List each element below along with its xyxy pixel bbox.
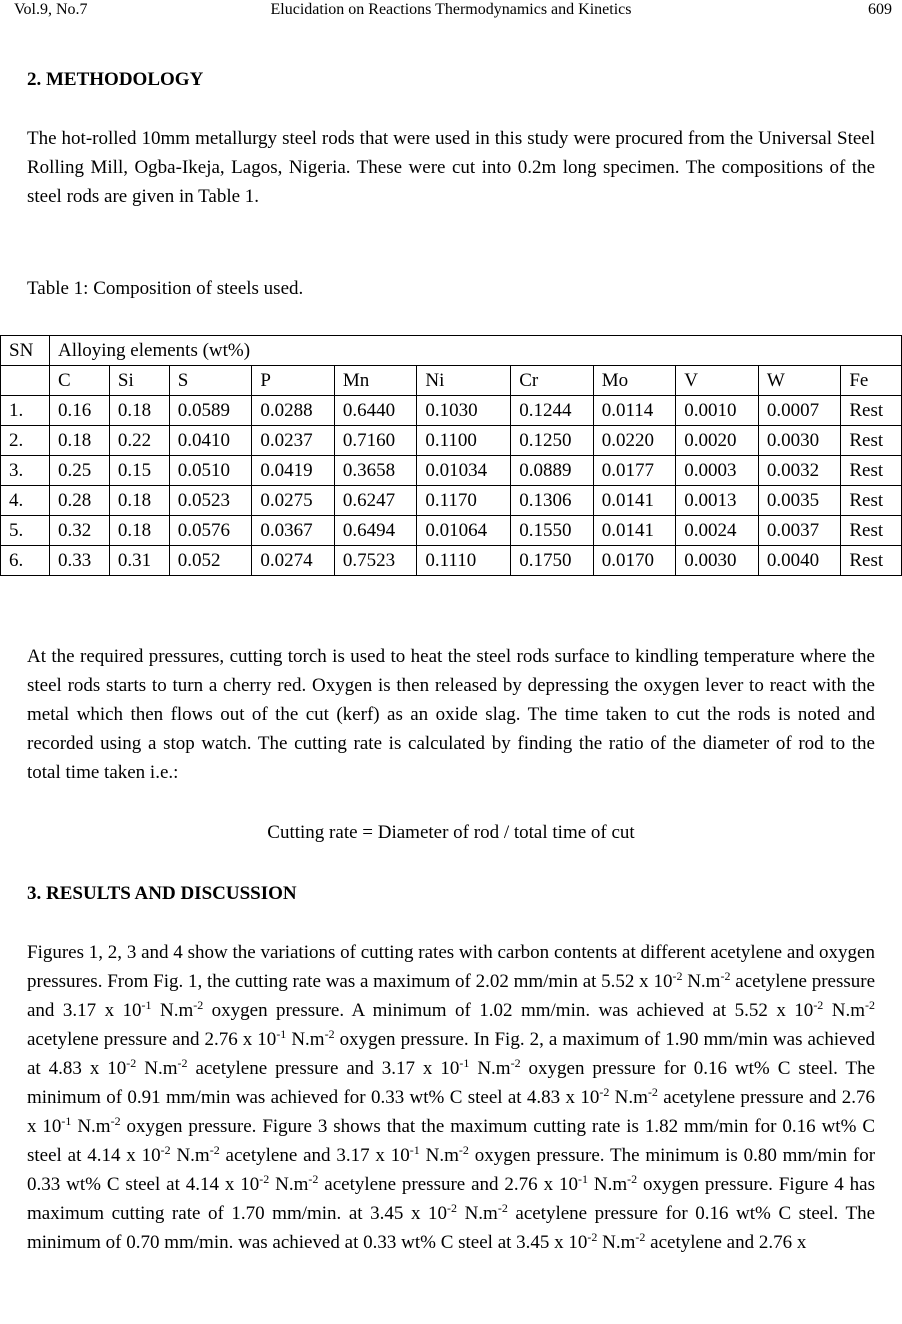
column-header: Mo — [593, 366, 676, 396]
methodology-paragraph: The hot-rolled 10mm metallurgy steel rods that were used in this study were procured from the Universal Steel Rolling Mill, Ogba-Ikeja, Lagos, Nigeria. These were cut into 0.2m long specimen. The compositions of the steel rods are given in Table 1. — [27, 128, 875, 207]
methodology-heading: 2. METHODOLOGY — [27, 69, 204, 90]
text-run: acetylene pressure and 3.17 x 10 — [27, 971, 876, 1021]
text-run: N.m — [469, 1058, 511, 1079]
text-run: oxygen pressure. A minimum of 1.02 mm/min. was achieved at 5.52 x 10 — [203, 1000, 814, 1021]
table-cell: 0.15 — [109, 456, 169, 486]
volume-label: Vol.9, No.7 — [14, 1, 88, 18]
table-cell: 0.0030 — [676, 546, 759, 576]
superscript-exponent: -2 — [599, 1085, 610, 1099]
superscript-exponent: -2 — [110, 1114, 121, 1128]
page-number: 609 — [868, 1, 892, 18]
table-cell: 0.0288 — [252, 396, 335, 426]
table-cell: 0.1110 — [417, 546, 511, 576]
table-cell: 0.22 — [109, 426, 169, 456]
text-run: acetylene pressure for 0.16 wt% C steel. The minimum of 0.70 mm/min. was achieved at 0.33 wt% C steel at 3.45 x 10 — [27, 1203, 876, 1253]
table-cell: 0.18 — [50, 426, 110, 456]
table-cell: 0.32 — [50, 516, 110, 546]
superscript-exponent: -2 — [458, 1143, 469, 1157]
table-cell: 0.0410 — [169, 426, 252, 456]
table-cell: 0.31 — [109, 546, 169, 576]
column-header: P — [252, 366, 335, 396]
column-header: V — [676, 366, 759, 396]
superscript-exponent: -2 — [587, 1230, 598, 1244]
table-cell: 0.0010 — [676, 396, 759, 426]
table-row — [1, 426, 902, 456]
text-run: acetylene pressure and 3.17 x 10 — [187, 1058, 460, 1079]
table-cell: 0.0030 — [758, 426, 841, 456]
table-cell: 0.7523 — [334, 546, 417, 576]
table-cell: 0.0024 — [676, 516, 759, 546]
text-run: N.m — [587, 1174, 628, 1195]
superscript-exponent: -1 — [409, 1143, 420, 1157]
table-cell: 0.3658 — [334, 456, 417, 486]
header-sn: SN — [1, 336, 50, 366]
table-cell: 0.1170 — [417, 486, 511, 516]
table-cell: 0.0510 — [169, 456, 252, 486]
superscript-exponent: -2 — [259, 1172, 270, 1186]
row-sn: 1. — [1, 396, 50, 426]
table-row — [1, 486, 902, 516]
table-cell: 0.0275 — [252, 486, 335, 516]
table-cell: 0.28 — [50, 486, 110, 516]
superscript-exponent: -1 — [61, 1114, 72, 1128]
row-sn: 6. — [1, 546, 50, 576]
text-run: N.m — [682, 971, 721, 992]
table-cell: 0.1100 — [417, 426, 511, 456]
superscript-exponent: -2 — [324, 1027, 335, 1041]
text-run: N.m — [71, 1116, 111, 1137]
table-cell: 0.33 — [50, 546, 110, 576]
results-paragraph — [27, 938, 875, 1257]
table-cell: 0.0170 — [593, 546, 676, 576]
superscript-exponent: -2 — [126, 1056, 137, 1070]
running-head — [0, 0, 902, 24]
table-cell: 0.0035 — [758, 486, 841, 516]
table-cell: 0.0589 — [169, 396, 252, 426]
table-row — [1, 546, 902, 576]
superscript-exponent: -2 — [160, 1143, 171, 1157]
table-cell: 0.0889 — [511, 456, 594, 486]
table-column-row — [1, 366, 902, 396]
table-cell: 0.6247 — [334, 486, 417, 516]
table-cell: 0.0003 — [676, 456, 759, 486]
table-cell: Rest — [841, 426, 902, 456]
table-cell: 0.052 — [169, 546, 252, 576]
superscript-exponent: -2 — [447, 1201, 458, 1215]
text-run: acetylene pressure and 2.76 x 10 — [318, 1174, 578, 1195]
superscript-exponent: -2 — [510, 1056, 521, 1070]
column-header: Cr — [511, 366, 594, 396]
table-cell: 0.25 — [50, 456, 110, 486]
table-header-row — [1, 336, 902, 366]
table-cell: 0.0177 — [593, 456, 676, 486]
table-cell: 0.1306 — [511, 486, 594, 516]
table-row — [1, 516, 902, 546]
text-run: acetylene pressure and 2.76 x 10 — [27, 1087, 876, 1137]
table-caption: Table 1: Composition of steels used. — [27, 278, 304, 299]
procedure-paragraph: At the required pressures, cutting torch is used to heat the steel rods surface to kindling temperature where the steel rods starts to turn a cherry red. Oxygen is then released by depressing the oxygen lever to react with the metal which then flows out of the cut (kerf) as an oxide slag. The time taken to cut the rods is noted and recorded using a stop watch. The cutting rate is calculated by finding the ratio of the diameter of rod to the total time taken i.e.: — [27, 646, 875, 783]
table-cell: 0.0523 — [169, 486, 252, 516]
table-cell: 0.0020 — [676, 426, 759, 456]
row-sn: 5. — [1, 516, 50, 546]
header-alloying-elements: Alloying elements (wt%) — [50, 336, 902, 366]
table-cell: 0.01064 — [417, 516, 511, 546]
table-cell: 0.0220 — [593, 426, 676, 456]
table-cell: 0.7160 — [334, 426, 417, 456]
text-run: oxygen pressure. Figure 3 shows that the maximum cutting rate is 1.82 mm/min for 0.16 wt% C steel at 4.14 x 10 — [27, 1116, 876, 1166]
text-run: acetylene and 3.17 x 10 — [219, 1145, 410, 1166]
text-run: acetylene and 2.76 x — [645, 1232, 807, 1253]
table-cell: 0.0367 — [252, 516, 335, 546]
text-run: acetylene pressure and 2.76 x 10 — [27, 1029, 277, 1050]
superscript-exponent: -2 — [635, 1230, 646, 1244]
composition-table — [0, 335, 902, 576]
superscript-exponent: -1 — [276, 1027, 287, 1041]
table-cell: Rest — [841, 546, 902, 576]
text-run: N.m — [419, 1145, 459, 1166]
table-cell: 0.0141 — [593, 516, 676, 546]
table-row — [1, 456, 902, 486]
table-cell: 0.01034 — [417, 456, 511, 486]
text-run: Figures 1, 2, 3 and 4 show the variations of cutting rates with carbon contents at different acetylene and oxygen pressures. From Fig. 1, the cutting rate was a maximum of 2.02 mm/min at 5.52 x 10 — [27, 942, 875, 992]
text-run: N.m — [597, 1232, 636, 1253]
superscript-exponent: -2 — [177, 1056, 188, 1070]
row-sn: 4. — [1, 486, 50, 516]
table-cell: Rest — [841, 396, 902, 426]
superscript-exponent: -2 — [672, 969, 683, 983]
text-run: N.m — [170, 1145, 210, 1166]
text-run: N.m — [457, 1203, 498, 1224]
superscript-exponent: -2 — [497, 1201, 508, 1215]
column-header: S — [169, 366, 252, 396]
results-heading: 3. RESULTS AND DISCUSSION — [27, 883, 297, 904]
text-run: oxygen pressure for 0.16 wt% C steel. The minimum of 0.91 mm/min was achieved for 0.33 wt% C steel at 4.83 x 10 — [27, 1058, 876, 1108]
table-cell: 0.0032 — [758, 456, 841, 486]
text-run: N.m — [269, 1174, 309, 1195]
table-cell: 0.6494 — [334, 516, 417, 546]
table-cell: 0.0040 — [758, 546, 841, 576]
superscript-exponent: -2 — [813, 998, 824, 1012]
table-cell: 0.18 — [109, 486, 169, 516]
row-sn: 2. — [1, 426, 50, 456]
column-header: Fe — [841, 366, 902, 396]
superscript-exponent: -2 — [308, 1172, 319, 1186]
table-cell: 0.0037 — [758, 516, 841, 546]
superscript-exponent: -2 — [193, 998, 204, 1012]
table-cell: 0.0576 — [169, 516, 252, 546]
superscript-exponent: -2 — [720, 969, 731, 983]
text-run: oxygen pressure. In Fig. 2, a maximum of 1.90 mm/min was achieved at 4.83 x 10 — [27, 1029, 875, 1079]
superscript-exponent: -1 — [141, 998, 152, 1012]
superscript-exponent: -2 — [627, 1172, 638, 1186]
table-cell: Rest — [841, 456, 902, 486]
superscript-exponent: -1 — [577, 1172, 588, 1186]
table-cell: 0.1550 — [511, 516, 594, 546]
superscript-exponent: -2 — [209, 1143, 220, 1157]
row-sn: 3. — [1, 456, 50, 486]
table-cell: 0.1750 — [511, 546, 594, 576]
table-cell: 0.1030 — [417, 396, 511, 426]
column-header: Si — [109, 366, 169, 396]
journal-title: Elucidation on Reactions Thermodynamics and Kinetics — [270, 1, 632, 18]
table-cell: 0.0237 — [252, 426, 335, 456]
text-run: N.m — [286, 1029, 325, 1050]
table-cell: 0.0141 — [593, 486, 676, 516]
superscript-exponent: -1 — [459, 1056, 470, 1070]
table-cell: 0.18 — [109, 396, 169, 426]
table-cell: 0.0013 — [676, 486, 759, 516]
cutting-rate-equation: Cutting rate = Diameter of rod / total time of cut — [267, 822, 635, 843]
table-row — [1, 396, 902, 426]
table-cell: 0.0007 — [758, 396, 841, 426]
table-cell: 0.0274 — [252, 546, 335, 576]
table-cell: 0.16 — [50, 396, 110, 426]
column-header: Mn — [334, 366, 417, 396]
text-run: N.m — [823, 1000, 866, 1021]
table-cell: 0.18 — [109, 516, 169, 546]
text-run: N.m — [136, 1058, 178, 1079]
table-cell: 0.0419 — [252, 456, 335, 486]
text-run: N.m — [609, 1087, 648, 1108]
column-header: Ni — [417, 366, 511, 396]
table-cell: Rest — [841, 486, 902, 516]
header-blank — [1, 366, 50, 396]
text-run: oxygen pressure. Figure 4 has maximum cutting rate of 1.70 mm/min. at 3.45 x 10 — [27, 1174, 875, 1224]
table-cell: 0.0114 — [593, 396, 676, 426]
superscript-exponent: -2 — [647, 1085, 658, 1099]
table-cell: 0.1244 — [511, 396, 594, 426]
text-run: N.m — [151, 1000, 194, 1021]
table-cell: 0.6440 — [334, 396, 417, 426]
column-header: W — [758, 366, 841, 396]
column-header: C — [50, 366, 110, 396]
superscript-exponent: -2 — [865, 998, 876, 1012]
table-cell: 0.1250 — [511, 426, 594, 456]
table-cell: Rest — [841, 516, 902, 546]
text-run: oxygen pressure. The minimum is 0.80 mm/min for 0.33 wt% C steel at 4.14 x 10 — [27, 1145, 876, 1195]
